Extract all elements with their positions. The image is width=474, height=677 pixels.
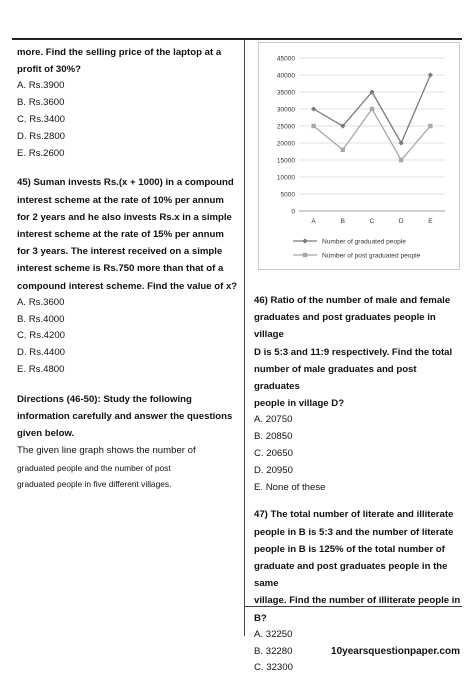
directions-paragraph-line: The given line graph shows the number of xyxy=(17,445,196,457)
q44-option-b: B. Rs.3600 xyxy=(17,97,65,109)
q44-text-line: more. Find the selling price of the laptop at a xyxy=(17,47,222,58)
x-tick-label: C xyxy=(369,218,375,225)
legend-marker xyxy=(303,253,307,257)
right-column xyxy=(254,292,462,677)
q47-question-line: graduate and post graduates people in the same xyxy=(254,561,448,590)
q47-question-line: village. Find the number of illiterate people in B? xyxy=(254,595,461,624)
y-tick-label: 40000 xyxy=(276,72,295,80)
q45-question-line: interest scheme at the rate of 15% per annum xyxy=(17,229,224,240)
data-point xyxy=(370,107,374,111)
q44-option-e: E. Rs.2600 xyxy=(17,147,65,159)
y-tick-label: 35000 xyxy=(276,89,295,97)
q45-question-line: compound interest scheme. Find the value of x? xyxy=(17,280,238,292)
q45-option-c: C. Rs.4200 xyxy=(17,330,65,342)
x-tick-label: E xyxy=(428,218,433,225)
data-point xyxy=(311,124,315,128)
q45-option-a: A. Rs.3600 xyxy=(17,296,65,308)
q46-question-line: graduates and post graduates people in village xyxy=(254,312,436,341)
x-tick-label: A xyxy=(311,218,316,225)
data-point xyxy=(399,158,403,162)
legend-label: Number of graduated people xyxy=(322,238,406,246)
q46-option-e: E. None of these xyxy=(254,481,326,493)
data-point xyxy=(399,140,404,145)
q45-option-e: E. Rs.4800 xyxy=(17,364,65,375)
y-tick-label: 30000 xyxy=(276,106,295,114)
directions-paragraph-line: graduated people and the number of post xyxy=(17,462,171,473)
q44-option-d: D. Rs.2800 xyxy=(17,130,65,142)
legend-marker xyxy=(302,238,307,243)
q47-option-c: C. 32300 xyxy=(254,662,293,674)
q45-question-line: interest scheme is Rs.750 more than that of a xyxy=(17,263,224,275)
q46-option-b: B. 20850 xyxy=(254,431,293,443)
data-point xyxy=(311,106,316,111)
x-tick-label: D xyxy=(398,218,404,225)
q44-option-a: A. Rs.3900 xyxy=(17,80,65,92)
y-tick-label: 15000 xyxy=(276,157,295,165)
q46-question-line: D is 5:3 and 11:9 respectively. Find the total xyxy=(254,346,453,358)
q47-question-line: people in B is 5:3 and the number of literate xyxy=(254,526,454,538)
y-tick-label: 25000 xyxy=(276,123,295,131)
q44-option-c: C. Rs.3400 xyxy=(17,114,65,125)
q45-question-line: for 2 years and he also invests Rs.x in a simple xyxy=(17,211,232,223)
y-tick-label: 0 xyxy=(291,208,295,216)
line-chart-svg xyxy=(259,43,459,269)
data-point xyxy=(341,148,345,152)
q46-option-d: D. 20950 xyxy=(254,464,293,476)
top-rule xyxy=(12,38,462,40)
legend-label: Number of post graduated people xyxy=(322,252,421,260)
site-footer: 10yearsquestionpaper.com xyxy=(331,646,460,657)
column-divider xyxy=(244,40,245,636)
data-point xyxy=(428,124,432,128)
q45-option-b: B. Rs.4000 xyxy=(17,313,65,325)
q46-option-a: A. 20750 xyxy=(254,414,293,426)
x-tick-label: B xyxy=(340,218,345,225)
y-tick-label: 10000 xyxy=(276,174,295,182)
q45-option-d: D. Rs.4400 xyxy=(17,347,65,359)
q45-question-line: 45) Suman invests Rs.(x + 1000) in a compound xyxy=(17,177,234,189)
left-column xyxy=(17,44,239,492)
y-tick-label: 20000 xyxy=(276,140,295,148)
q47-question-line: people in B is 125% of the total number of xyxy=(254,543,445,555)
y-tick-label: 5000 xyxy=(280,191,295,199)
q46-question-line: number of male graduates and post graduates xyxy=(254,363,417,393)
q46-question-line: people in village D? xyxy=(254,398,345,410)
q46-option-c: C. 20650 xyxy=(254,448,293,460)
directions-paragraph-line: graduated people in five different villages. xyxy=(17,478,172,489)
q47-option-b: B. 32280 xyxy=(254,645,293,657)
directions-line: Directions (46-50): Study the following xyxy=(17,393,192,405)
directions-line: given below. xyxy=(17,428,75,440)
data-point xyxy=(428,72,433,77)
directions-line: information carefully and answer the questions xyxy=(17,411,233,422)
y-tick-label: 45000 xyxy=(276,55,295,63)
q46-question-line: 46) Ratio of the number of male and female xyxy=(254,295,451,306)
q47-question-line: 47) The total number of literate and illiterate xyxy=(254,509,454,521)
q47-option-a: A. 32250 xyxy=(254,628,293,640)
line-chart xyxy=(258,42,460,270)
q45-question-line: for 3 years. The interest received on a simple xyxy=(17,246,223,258)
q45-question-line: interest scheme at the rate of 10% per annum xyxy=(17,194,224,206)
q44-text-line: profit of 30%? xyxy=(17,64,81,76)
